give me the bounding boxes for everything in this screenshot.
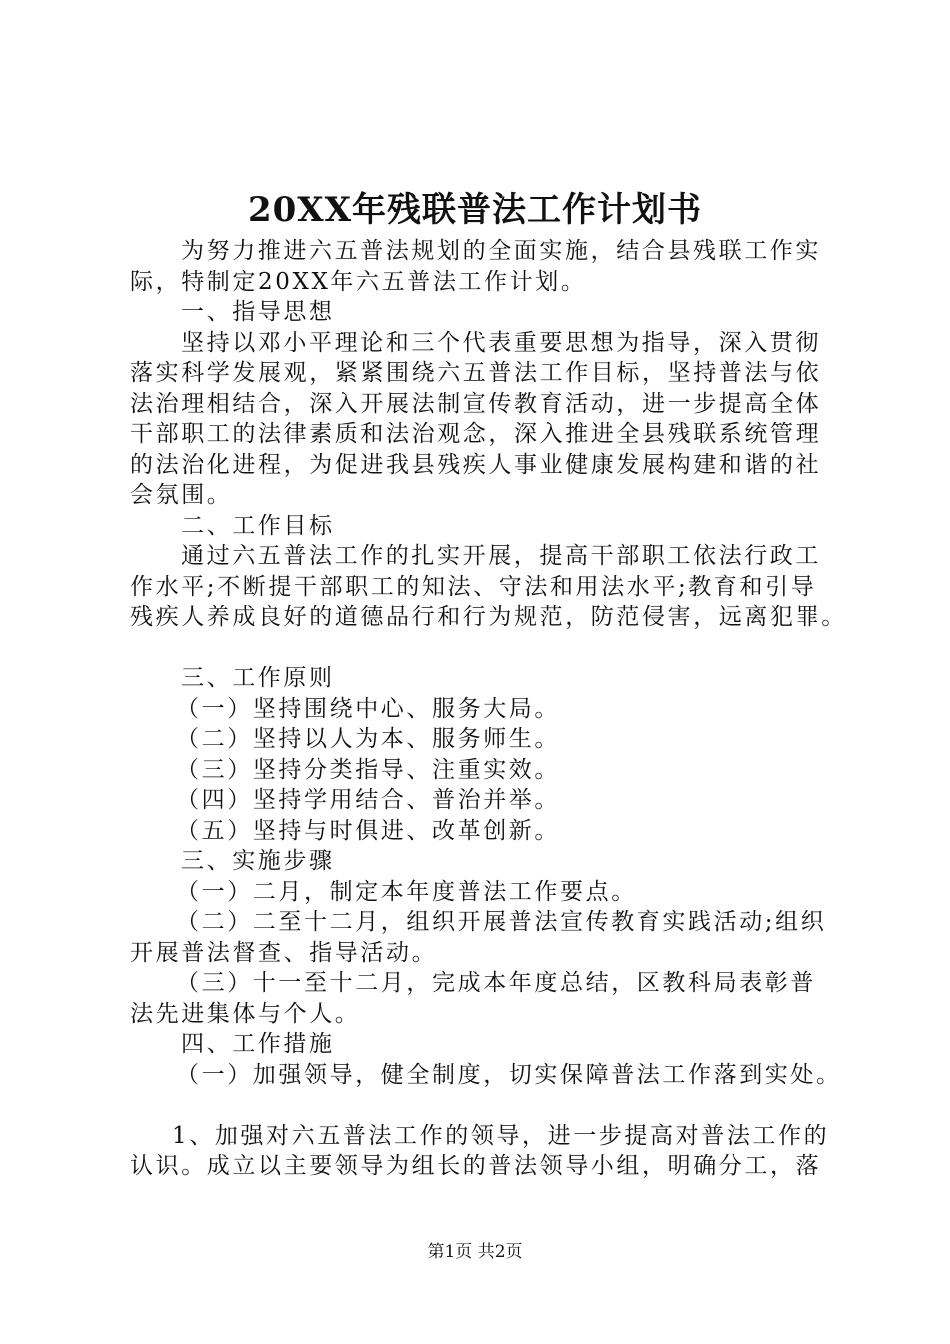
list-item: （五）坚持与时俱进、改革创新。 [176, 817, 560, 844]
blank-line [130, 1090, 830, 1121]
document-title: 20XX年残联普法工作计划书 [247, 190, 703, 230]
document-body [130, 236, 847, 1182]
list-item: （一）加强领导，健全制度，切实保障普法工作落到实处。 [176, 1061, 842, 1088]
page-number: 第1页 共2页 [427, 1242, 523, 1262]
body-line: 法治理相结合，深入开展法制宣传教育活动，进一步提高全体 [130, 390, 822, 417]
body-line: 法先进集体与个人。 [130, 1000, 361, 1027]
section-heading: 三、工作原则 [181, 665, 335, 691]
body-line: 通过六五普法工作的扎实开展，提高干部职工依法行政工 [181, 543, 821, 569]
body-line: 际，特制定20XX年六五普法工作计划。 [130, 268, 587, 295]
body-line: 为努力推进六五普法规划的全面实施，结合县残联工作实 [181, 238, 821, 264]
body-line: 坚持以邓小平理论和三个代表重要思想为指导，深入贯彻 [181, 329, 821, 356]
section-heading: 三、实施步骤 [181, 848, 335, 874]
body-line: 残疾人养成良好的道德品行和行为规范，防范侵害，远离犯罪。 [130, 604, 847, 630]
list-item: （二）二至十二月，组织开展普法宣传教育实践活动;组织 [176, 909, 827, 935]
body-line: 的法治化进程，为促进我县残疾人事业健康发展构建和谐的社 [130, 451, 822, 478]
list-item: （一）二月，制定本年度普法工作要点。 [176, 878, 637, 905]
body-line: 开展普法督查、指导活动。 [130, 939, 438, 966]
body-line: 会氛围。 [130, 482, 233, 508]
body-line: 落实科学发展观，紧紧围绕六五普法工作目标，坚持普法与依 [130, 360, 822, 386]
section-heading: 一、指导思想 [181, 299, 335, 325]
body-line: 干部职工的法律素质和法治观念，深入推进全县残联系统管理 [130, 421, 822, 447]
list-item: （三）坚持分类指导、注重实效。 [176, 756, 560, 783]
list-item: （一）坚持围绕中心、服务大局。 [176, 695, 560, 722]
list-item: （二）坚持以人为本、服务师生。 [176, 726, 560, 752]
section-heading: 二、工作目标 [181, 512, 335, 539]
section-heading: 四、工作措施 [181, 1031, 335, 1057]
list-item: （三）十一至十二月，完成本年度总结，区教科局表彰普 [176, 970, 816, 996]
body-line: 作水平;不断提干部职工的知法、守法和用法水平;教育和引导 [130, 573, 817, 600]
body-line: 认识。成立以主要领导为组长的普法领导小组，明确分工，落 [130, 1153, 822, 1179]
list-item: （四）坚持学用结合、普治并举。 [176, 787, 560, 813]
blank-line [130, 633, 830, 664]
body-line: 1、加强对六五普法工作的领导，进一步提高对普法工作的 [172, 1122, 830, 1149]
